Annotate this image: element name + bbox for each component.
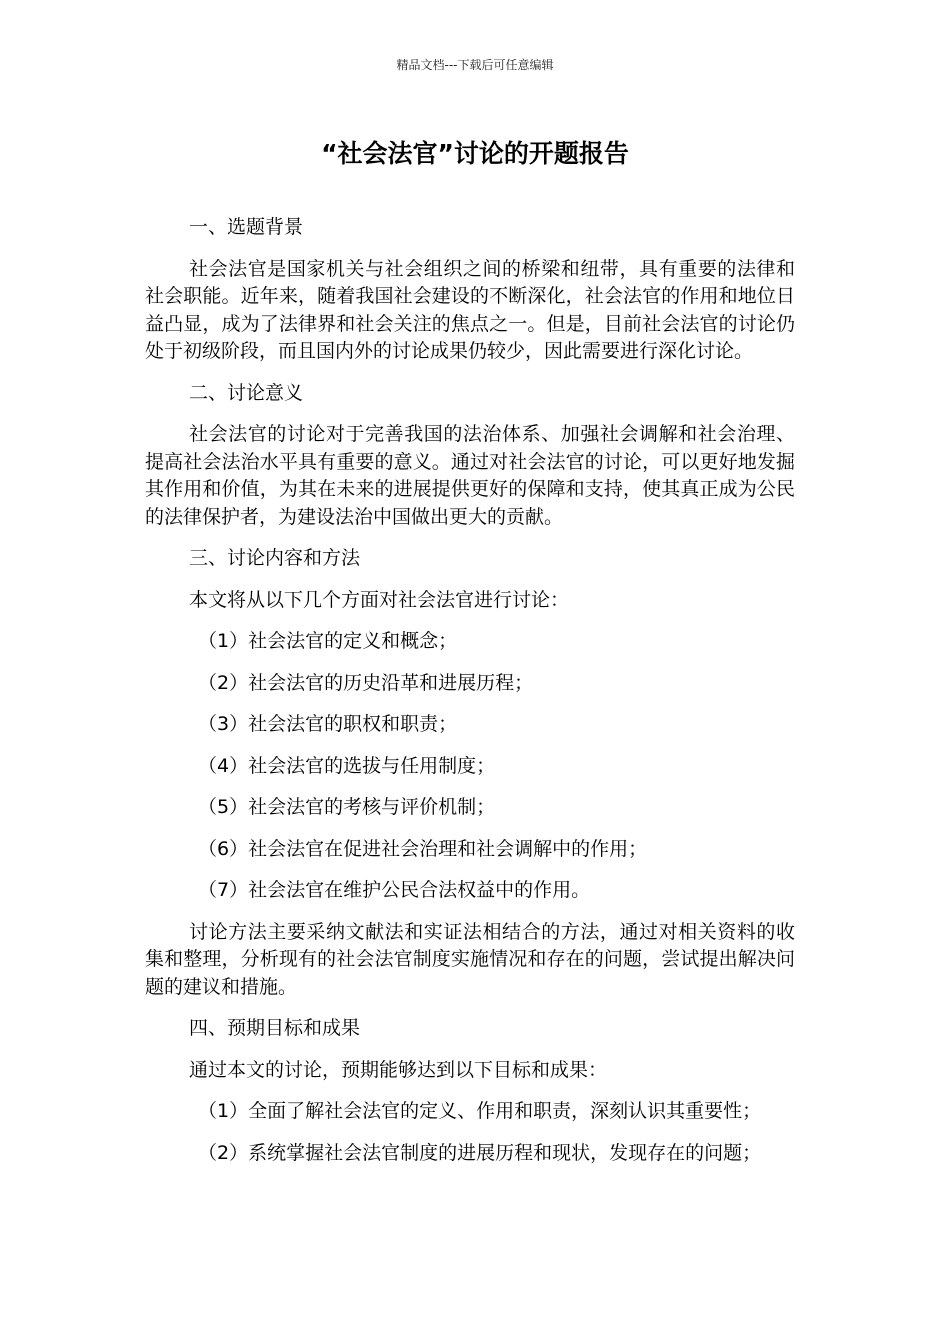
section-heading-goals: 四、预期目标和成果 — [189, 1017, 361, 1039]
list-item: （3）社会法官的职权和职责； — [198, 713, 458, 735]
section-intro-content: 本文将从以下几个方面对社会法官进行讨论： — [189, 588, 570, 611]
list-item: （2）系统掌握社会法官制度的进展历程和现状，发现存在的问题； — [198, 1141, 762, 1164]
section-heading-significance: 二、讨论意义 — [189, 381, 304, 404]
list-item: （1）全面了解社会法官的定义、作用和职责，深刻认识其重要性； — [198, 1100, 762, 1122]
section-paragraph-method: 讨论方法主要采纳文献法和实证法相结合的方法，通过对相关资料的收集和整理，分析现有的社会法官制度实施情况和存在的问题，尝试提出解决问题的建议和措施。 — [145, 920, 795, 998]
list-item: （5）社会法官的考核与评价机制； — [198, 796, 496, 818]
list-item: （1）社会法官的定义和概念； — [198, 630, 458, 652]
list-item: （4）社会法官的选拔与任用制度； — [198, 754, 496, 777]
page-header-note: 精品文档---下载后可任意编辑 — [396, 58, 554, 72]
list-item: （7）社会法官在维护公民合法权益中的作用。 — [198, 879, 591, 901]
document-body — [145, 214, 795, 1181]
section-heading-background: 一、选题背景 — [189, 216, 304, 238]
list-item: （2）社会法官的历史沿革和进展历程； — [198, 671, 534, 694]
section-intro-goals: 通过本文的讨论，预期能够达到以下目标和成果： — [189, 1058, 608, 1081]
document-title: “社会法官”讨论的开题报告 — [321, 139, 629, 168]
list-item: （6）社会法官在促进社会治理和社会调解中的作用； — [198, 837, 648, 860]
section-heading-content-method: 三、讨论内容和方法 — [189, 547, 361, 569]
section-paragraph-background: 社会法官是国家机关与社会组织之间的桥梁和纽带，具有重要的法律和社会职能。近年来，随着我国社会建设的不断深化，社会法官的作用和地位日益凸显，成为了法律界和社会关注的焦点之一。但是，目前社会法官的讨论仍处于初级阶段，而且国内外的讨论成果仍较少，因此需要进行深化讨论。 — [145, 257, 795, 362]
section-paragraph-significance: 社会法官的讨论对于完善我国的法治体系、加强社会调解和社会治理、提高社会法治水平具有重要的意义。通过对社会法官的讨论，可以更好地发掘其作用和价值，为其在未来的进展提供更好的保障和支持，使其真正成为公民的法律保护者，为建设法治中国做出更大的贡献。 — [145, 423, 795, 528]
